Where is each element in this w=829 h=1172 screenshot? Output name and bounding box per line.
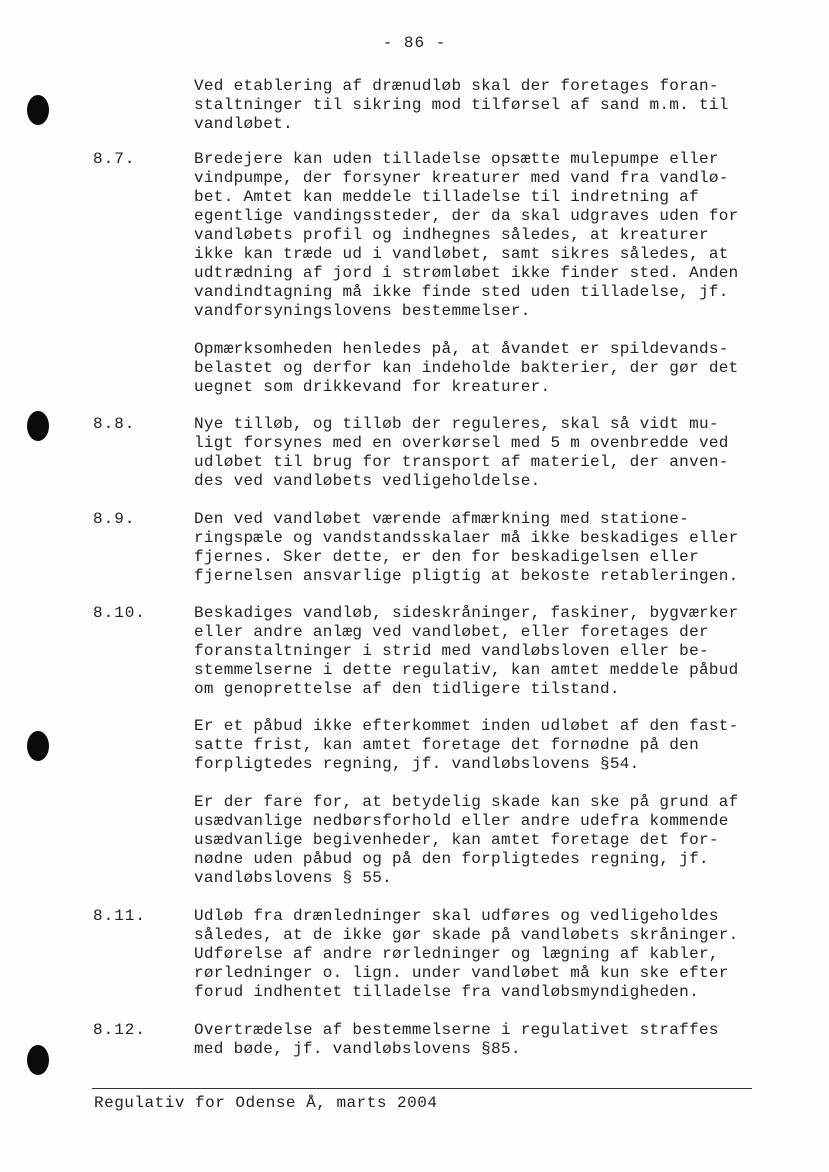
punch-hole-3 <box>27 731 49 761</box>
punch-hole-1 <box>27 95 49 125</box>
section-paragraph: Opmærksomheden henledes på, at åvandet er spildevands- belastet og derfor kan indeholde bakterier, der gør det uegnet som drikkevand for kreaturer. <box>194 340 739 396</box>
section-paragraph: Er et påbud ikke efterkommet inden udløbet af den fast- satte frist, kan amtet foretage det fornødne på den forpligtedes regning, jf. vandløbslovens §54. <box>194 717 739 773</box>
section-number: 8.8. <box>93 415 136 433</box>
section-paragraph: Beskadiges vandløb, sideskråninger, faskiner, bygværker eller andre anlæg ved vandløbet, eller foretages der foranstaltninger i strid med vandløbsloven eller be- stemmelserne i dette regulativ, kan amtet meddele påbud om genoprettelse af den tidligere tilstand. <box>194 604 739 698</box>
section-paragraph: Udløb fra drænledninger skal udføres og vedligeholdes således, at de ikke gør skade på vandløbets skråninger. Udførelse af andre rørledninger og lægning af kabler, rørledninger o. lign. under vandløbet må kun ske efter forud indhentet tilladelse fra vandløbsmyndigheden. <box>194 907 739 1001</box>
footer-text: Regulativ for Odense Å, marts 2004 <box>94 1094 438 1112</box>
page-number: - 86 - <box>382 34 447 52</box>
intro-paragraph: Ved etablering af drænudløb skal der foretages foran- staltninger til sikring mod tilførsel af sand m.m. til vandløbet. <box>194 77 729 133</box>
footer-divider <box>92 1088 752 1089</box>
section-number: 8.10. <box>93 604 147 622</box>
section-paragraph: Nye tilløb, og tilløb der reguleres, skal så vidt mu- ligt forsynes med en overkørsel med 5 m ovenbredde ved udløbet til brug for transport af materiel, der anven- des ved vandløbets vedligeholdelse. <box>194 415 729 490</box>
section-paragraph: Overtrædelse af bestemmelserne i regulativet straffes med bøde, jf. vandløbslovens §85. <box>194 1021 719 1058</box>
section-paragraph: Bredejere kan uden tilladelse opsætte mulepumpe eller vindpumpe, der forsyner kreaturer med vand fra vandlø- bet. Amtet kan meddele tilladelse til indretning af egentlige vandingssteder, der da skal udgraves uden for vandløbets profil og indhegnes således, at kreaturer ikke kan træde ud i vandløbet, samt sikres således, at udtrædning af jord i strømløbet ikke finder sted. Anden vandindtagning må ikke finde sted uden tilladelse, jf. vandforsyningslovens bestemmelser. <box>194 150 739 320</box>
section-number: 8.12. <box>93 1021 147 1039</box>
section-number: 8.11. <box>93 907 147 925</box>
section-paragraph: Er der fare for, at betydelig skade kan ske på grund af usædvanlige nedbørsforhold eller andre udefra kommende usædvanlige begivenheder, kan amtet foretage det for- nødne uden påbud og på den forpligtedes regning, jf. vandløbslovens § 55. <box>194 793 739 887</box>
section-number: 8.9. <box>93 510 136 528</box>
section-paragraph: Den ved vandløbet værende afmærkning med statione- ringspæle og vandstandsskalaer må ikke beskadiges eller fjernes. Sker dette, er den for beskadigelsen eller fjernelsen ansvarlige pligtig at bekoste retableringen. <box>194 510 739 585</box>
punch-hole-4 <box>27 1045 49 1075</box>
section-number: 8.7. <box>93 150 136 168</box>
punch-hole-2 <box>27 411 49 441</box>
